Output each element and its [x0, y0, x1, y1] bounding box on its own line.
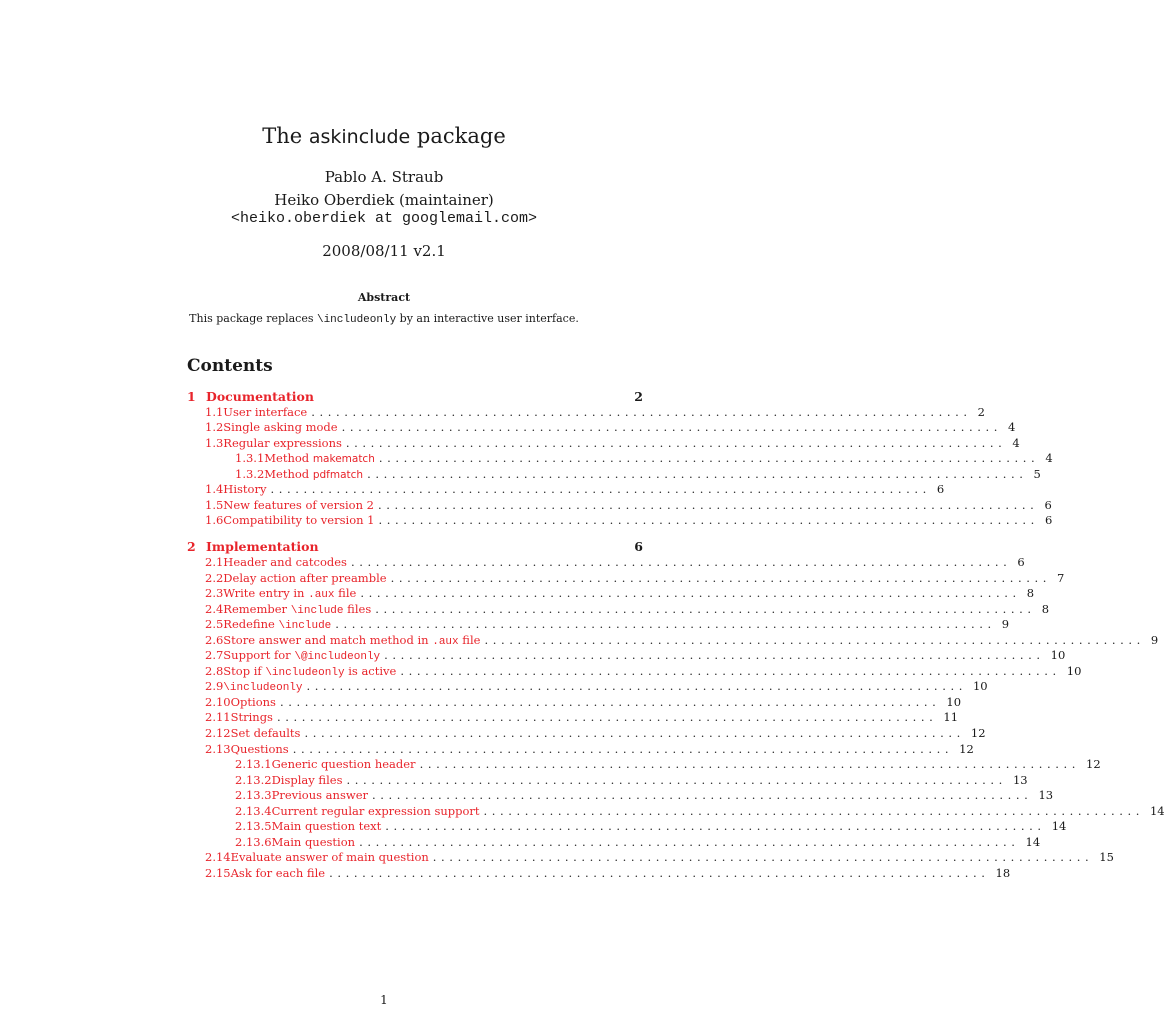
toc-dot-leader: ................................................................................: [372, 788, 1033, 803]
toc-link[interactable]: [223, 420, 337, 436]
toc-link[interactable]: [223, 436, 342, 452]
toc-link[interactable]: [223, 498, 374, 514]
toc-label-part: \include: [278, 620, 332, 633]
toc-number: 2.13.3: [235, 788, 272, 803]
toc-page-number: 18: [995, 865, 1011, 880]
toc-dot-leader: ................................................................................: [341, 420, 1003, 435]
toc-dot-leader: ................................................................................: [483, 803, 1144, 818]
toc-subsection[interactable]: [187, 513, 1053, 529]
toc-number: 2: [187, 539, 196, 555]
toc-subsection[interactable]: [187, 632, 1159, 649]
toc-page-number: 8: [1041, 601, 1050, 616]
toc-number: 2.15: [205, 865, 231, 880]
abstract-text: [0, 312, 768, 326]
table-of-contents: [187, 389, 1165, 882]
toc-link[interactable]: [272, 804, 480, 820]
toc-dot-leader: ................................................................................: [335, 617, 996, 632]
toc-label-part: Support for: [223, 648, 295, 663]
toc-page-number: 5: [1033, 466, 1041, 481]
toc-dot-leader: ................................................................................: [345, 435, 1007, 450]
toc-link[interactable]: [223, 405, 307, 421]
toc-page-number: 6: [1044, 497, 1052, 512]
toc-page-number: 2: [634, 389, 643, 404]
toc-page-number: 13: [1038, 788, 1054, 803]
toc-page-number: 6: [936, 482, 945, 497]
toc-subsection[interactable]: [187, 404, 985, 421]
toc-page-number: 4: [1008, 420, 1016, 435]
toc-dot-leader: ................................................................................: [292, 741, 954, 756]
toc-subsubsection[interactable]: [187, 772, 1028, 789]
toc-page-number: 7: [1057, 570, 1065, 585]
toc-label-part: Write entry in: [223, 586, 309, 601]
toc-label-part: Delay action after preamble: [223, 570, 387, 585]
toc-link[interactable]: [272, 773, 343, 789]
toc-page-number: 10: [1066, 663, 1082, 678]
toc-number: 1.3: [205, 435, 224, 450]
toc-link[interactable]: [231, 866, 325, 882]
toc-dot-leader: ................................................................................: [329, 865, 990, 880]
toc-label-part: Options: [230, 694, 276, 709]
toc-label-part: History: [223, 482, 267, 497]
contents-heading: Contents: [187, 356, 273, 376]
toc-dot-leader: ................................................................................: [270, 482, 931, 497]
toc-label-part: file: [334, 586, 357, 601]
toc-dot-leader: ................................................................................: [346, 772, 1007, 787]
toc-label-part: Method: [264, 466, 313, 481]
abstract-text-before: This package replaces: [189, 312, 317, 325]
toc-label-part: pdfmatch: [312, 468, 364, 481]
toc-page-number: 9: [1150, 632, 1159, 647]
toc-dot-leader: ................................................................................: [390, 570, 1052, 585]
toc-label-part: Implementation: [206, 539, 319, 555]
toc-dot-leader: ................................................................................: [359, 834, 1020, 849]
toc-subsubsection[interactable]: [187, 451, 1053, 467]
toc-label-part: Method: [264, 451, 313, 466]
toc-page-number: 8: [1026, 586, 1035, 601]
toc-number: 2.1: [205, 554, 224, 569]
author-primary: Pablo A. Straub: [324, 168, 444, 186]
toc-page-number: 14: [1051, 819, 1067, 834]
toc-link[interactable]: [223, 513, 374, 529]
toc-page-number: 4: [1045, 451, 1053, 466]
toc-number: 2.10: [205, 694, 231, 709]
toc-number: 1.2: [205, 420, 224, 435]
toc-subsection[interactable]: [187, 617, 1010, 633]
toc-section[interactable]: [187, 539, 643, 555]
toc-subsection[interactable]: [187, 586, 1035, 602]
toc-link[interactable]: [264, 467, 363, 484]
toc-label-part: Stop if: [223, 663, 266, 678]
toc-dot-leader: ................................................................................: [311, 404, 972, 419]
toc-dot-leader: ................................................................................: [276, 710, 938, 725]
toc-number: 2.13.4: [235, 803, 272, 818]
toc-label-part: Previous answer: [271, 788, 368, 803]
toc-label-part: Display files: [271, 772, 343, 787]
toc-label-part: Current regular expression support: [271, 803, 480, 818]
toc-page-number: 15: [1099, 850, 1114, 865]
toc-page-number: 10: [946, 694, 962, 709]
toc-link[interactable]: [206, 539, 319, 555]
toc-page-number: 12: [970, 726, 986, 740]
toc-label-part: makematch: [312, 453, 375, 466]
toc-label-part: Evaluate answer of main question: [230, 850, 429, 865]
toc-page-number: 10: [1050, 648, 1066, 663]
toc-label-part: Questions: [230, 741, 289, 756]
title-package-name: askinclude: [308, 126, 411, 148]
toc-label-part: Documentation: [206, 389, 314, 404]
toc-subsection[interactable]: [187, 601, 1050, 618]
toc-label-part: Remember: [223, 601, 291, 616]
toc-subsection[interactable]: [187, 726, 986, 742]
toc-page-number: 12: [959, 741, 974, 756]
toc-label-part: .aux: [308, 589, 335, 602]
toc-subsubsection[interactable]: [187, 803, 1165, 820]
toc-link[interactable]: [223, 571, 386, 587]
toc-label-part: \includeonly: [265, 666, 345, 679]
toc-number: 2.9: [205, 679, 224, 694]
toc-dot-leader: ................................................................................: [419, 757, 1081, 772]
document-title: [0, 124, 768, 148]
toc-dot-leader: ................................................................................: [279, 694, 941, 709]
toc-number: 2.8: [205, 663, 224, 678]
toc-number: 2.13.1: [235, 757, 272, 772]
toc-dot-leader: ................................................................................: [378, 497, 1039, 512]
abstract-text-after: by an interactive user interface.: [396, 312, 579, 325]
toc-subsection[interactable]: [187, 741, 974, 758]
toc-subsection[interactable]: [187, 710, 959, 726]
title-suffix: package: [410, 124, 506, 148]
toc-number: 2.3: [205, 586, 224, 601]
toc-number: 1: [187, 389, 196, 404]
toc-link[interactable]: [272, 819, 382, 835]
toc-dot-leader: ................................................................................: [385, 819, 1046, 834]
toc-dot-leader: ................................................................................: [432, 850, 1094, 865]
document-date: 2008/08/11 v2.1: [322, 242, 446, 260]
toc-number: 2.7: [205, 648, 224, 663]
toc-label-part: Compatibility to version 1: [223, 513, 375, 528]
page-number: 1: [380, 993, 388, 1007]
toc-label-part: file: [458, 632, 481, 647]
toc-number: 1.5: [205, 497, 224, 512]
toc-number: 2.6: [205, 632, 224, 647]
toc-dot-leader: ................................................................................: [360, 586, 1021, 601]
toc-subsubsection[interactable]: [187, 757, 1101, 773]
toc-label-part: Store answer and match method in: [223, 632, 433, 647]
toc-label-part: Header and catcodes: [223, 554, 347, 569]
toc-number: 2.13.2: [235, 772, 272, 787]
toc-label-part: Main question: [271, 834, 356, 849]
toc-subsection[interactable]: [187, 679, 988, 695]
toc-subsubsection[interactable]: [187, 834, 1041, 851]
toc-number: 2.13.5: [235, 819, 272, 834]
toc-number: 2.4: [205, 601, 224, 616]
toc-label-part: Single asking mode: [223, 420, 338, 435]
toc-link[interactable]: [272, 835, 355, 851]
toc-subsubsection[interactable]: [187, 819, 1067, 835]
toc-number: 2.14: [205, 850, 231, 865]
author-maintainer: Heiko Oberdiek (maintainer): [274, 191, 494, 209]
toc-link[interactable]: [264, 451, 375, 468]
toc-subsection[interactable]: [187, 648, 1066, 664]
toc-label-part: \@includeonly: [294, 651, 381, 664]
toc-number: 1.6: [205, 513, 224, 528]
toc-link[interactable]: [223, 555, 347, 571]
toc-label-part: Redefine: [223, 617, 279, 632]
toc-page-number: 2: [977, 404, 985, 419]
toc-subsection[interactable]: [187, 694, 962, 711]
toc-page-number: 13: [1012, 772, 1028, 787]
toc-label-part: \include: [290, 604, 344, 617]
toc-label-part: Regular expressions: [223, 435, 342, 450]
abstract-command: \includeonly: [316, 314, 397, 326]
toc-dot-leader: ................................................................................: [384, 648, 1045, 663]
toc-label-part: Generic question header: [271, 757, 416, 772]
toc-label-part: Set defaults: [230, 726, 301, 740]
toc-link[interactable]: [231, 850, 429, 866]
toc-dot-leader: ................................................................................: [484, 632, 1145, 647]
toc-dot-leader: ................................................................................: [378, 513, 1039, 528]
toc-label-part: files: [343, 601, 372, 616]
toc-link[interactable]: [223, 482, 266, 498]
toc-page-number: 9: [1001, 617, 1010, 632]
toc-number: 2.12: [205, 726, 231, 740]
toc-number: 1.3.1: [235, 451, 265, 466]
toc-page-number: 6: [634, 539, 643, 555]
toc-dot-leader: ................................................................................: [306, 679, 967, 694]
toc-page-number: 6: [1017, 554, 1025, 569]
toc-subsubsection[interactable]: [187, 788, 1054, 804]
toc-number: 1.3.2: [235, 466, 265, 481]
toc-dot-leader: ................................................................................: [304, 726, 965, 740]
toc-page-number: 14: [1149, 803, 1165, 818]
toc-link[interactable]: [231, 695, 276, 711]
toc-page-number: 6: [1044, 513, 1053, 528]
toc-label-part: Main question text: [271, 819, 382, 834]
toc-number: 2.13.6: [235, 834, 272, 849]
author-email: <heiko.oberdiek at googlemail.com>: [230, 210, 538, 227]
title-prefix: The: [262, 124, 309, 148]
toc-number: 1.1: [205, 404, 224, 419]
toc-link[interactable]: [231, 726, 301, 742]
toc-dot-leader: ................................................................................: [375, 601, 1036, 616]
toc-subsection[interactable]: [187, 497, 1052, 514]
toc-dot-leader: ................................................................................: [378, 451, 1040, 466]
abstract-heading: Abstract: [357, 291, 411, 304]
toc-number: 1.4: [205, 482, 224, 497]
toc-subsection[interactable]: [187, 570, 1065, 587]
toc-number: 2.2: [205, 570, 224, 585]
toc-label-part: \includeonly: [223, 682, 303, 695]
toc-page-number: 4: [1012, 435, 1020, 450]
toc-dot-leader: ................................................................................: [367, 466, 1028, 481]
toc-label-part: Strings: [230, 710, 273, 725]
toc-subsection[interactable]: [187, 435, 1020, 452]
toc-section[interactable]: [187, 389, 643, 405]
toc-number: 2.5: [205, 617, 224, 632]
toc-page-number: 12: [1086, 757, 1101, 772]
toc-label-part: is active: [344, 663, 397, 678]
toc-label-part: User interface: [223, 404, 308, 419]
toc-link[interactable]: [272, 757, 416, 773]
toc-dot-leader: ................................................................................: [400, 663, 1061, 678]
toc-label-part: .aux: [432, 635, 459, 648]
toc-subsection[interactable]: [187, 420, 1016, 436]
toc-number: 2.13: [205, 741, 231, 756]
toc-page-number: 10: [972, 679, 988, 694]
toc-number: 2.11: [205, 710, 231, 725]
toc-subsection[interactable]: [187, 865, 1011, 882]
toc-link[interactable]: [272, 788, 368, 804]
toc-dot-leader: ................................................................................: [350, 554, 1012, 569]
toc-link[interactable]: [231, 710, 273, 726]
toc-link[interactable]: [231, 742, 289, 758]
toc-label-part: New features of version 2: [223, 497, 374, 512]
toc-page-number: 14: [1025, 834, 1041, 849]
toc-subsection[interactable]: [187, 554, 1025, 571]
toc-subsubsection[interactable]: [187, 466, 1041, 483]
toc-label-part: Ask for each file: [230, 865, 326, 880]
toc-link[interactable]: [206, 389, 314, 405]
toc-page-number: 11: [943, 710, 959, 725]
toc-subsection[interactable]: [187, 663, 1082, 680]
toc-subsection[interactable]: [187, 482, 945, 498]
toc-subsection[interactable]: [187, 850, 1114, 866]
